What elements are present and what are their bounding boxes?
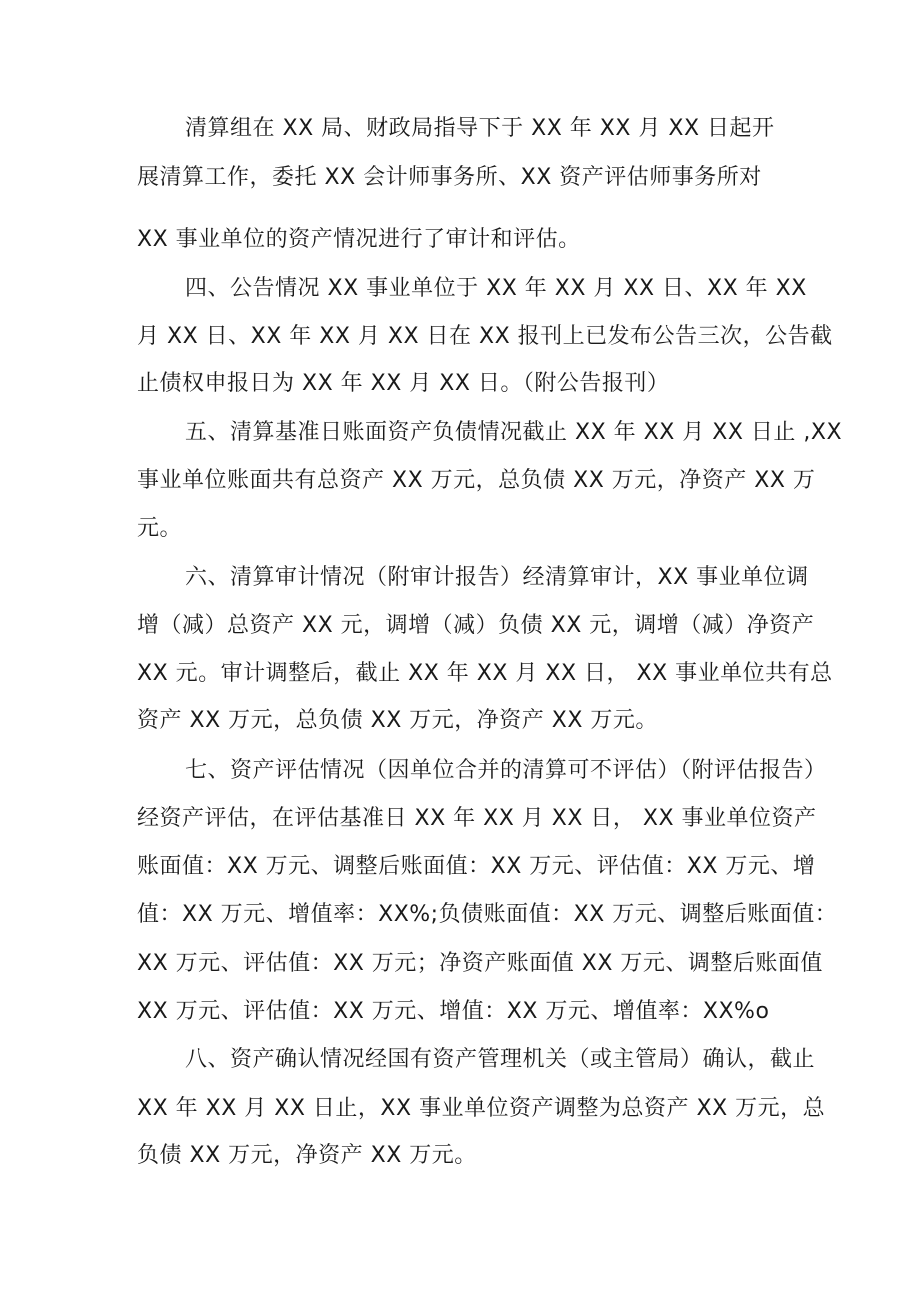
section-6-line-3: XX 元。审计调整后，截止 XX 年 XX 月 XX 日， XX 事业单位共有总 [137,661,833,686]
section-7-line-4: 值：XX 万元、增值率：XX%;负债账面值：XX 万元、调整后账面值： [137,902,838,927]
section-7-line-2: 经资产评估，在评估基准日 XX 年 XX 月 XX 日， XX 事业单位资产 [137,806,817,831]
section-6-line-1: 六、清算审计情况（附审计报告）经清算审计，XX 事业单位调 [185,565,809,590]
section-8-line-3: 负债 XX 万元，净资产 XX 万元。 [137,1143,477,1168]
section-7-line-5: XX 万元、评估值：XX 万元；净资产账面值 XX 万元、调整后账面值 [137,951,823,976]
section-8-line-1: 八、资产确认情况经国有资产管理机关（或主管局）确认，截止 [185,1047,816,1072]
section-6-line-2: 增（减）总资产 XX 元，调增（减）负债 XX 元，调增（减）净资产 [137,613,815,638]
paragraph-clearing-line-3: XX 事业单位的资产情况进行了审计和评估。 [137,227,581,252]
section-7-line-3: 账面值：XX 万元、调整后账面值：XX 万元、评估值：XX 万元、增 [137,854,816,879]
section-7-line-1: 七、资产评估情况（因单位合并的清算可不评估）（附评估报告） [185,758,827,783]
section-5-line-3: 元。 [137,516,183,541]
paragraph-clearing-line-2: 展清算工作，委托 XX 会计师事务所、XX 资产评估师事务所对 [137,165,762,190]
section-4-line-3: 止债权申报日为 XX 年 XX 月 XX 日。（附公告报刊） [137,371,670,396]
section-4-line-1: 四、公告情况 XX 事业单位于 XX 年 XX 月 XX 日、XX 年 XX [185,276,807,301]
section-6-line-4: 资产 XX 万元，总负债 XX 万元，净资产 XX 万元。 [137,708,658,733]
section-8-line-2: XX 年 XX 月 XX 日止，XX 事业单位资产调整为总资产 XX 万元，总 [137,1096,826,1121]
section-4-line-2: 月 XX 日、XX 年 XX 月 XX 日在 XX 报刊上已发布公告三次，公告截 [137,324,833,349]
section-5-line-1: 五、清算基准日账面资产负债情况截止 XX 年 XX 月 XX 日止 ,XX [185,420,843,445]
section-7-line-6: XX 万元、评估值：XX 万元、增值：XX 万元、增值率：XX%o [137,999,770,1024]
section-5-line-2: 事业单位账面共有总资产 XX 万元，总负债 XX 万元，净资产 XX 万 [137,468,816,493]
paragraph-clearing-line-1: 清算组在 XX 局、财政局指导下于 XX 年 XX 月 XX 日起开 [185,116,775,141]
